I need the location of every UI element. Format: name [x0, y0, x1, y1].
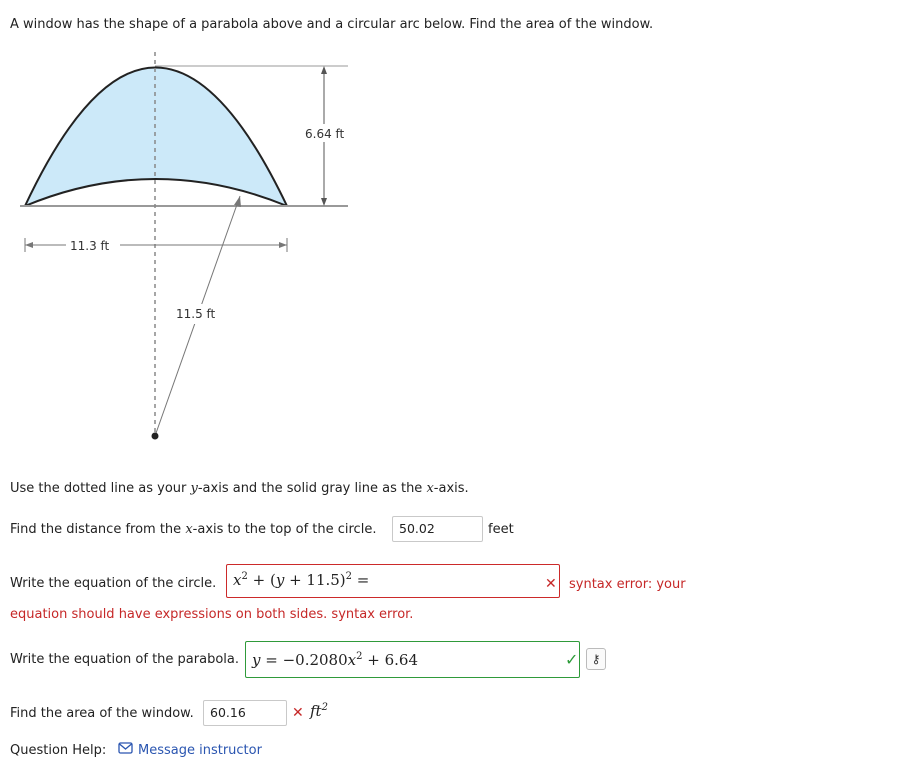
- circle-wrong-icon: ✕: [545, 576, 557, 592]
- window-figure: [0, 0, 400, 450]
- parabola-equation-input[interactable]: $y = -0.2080x^2 + 6.64$: [245, 641, 580, 678]
- area-answer-input[interactable]: 60.16: [203, 700, 287, 726]
- question-text: A window has the shape of a parabola above and a circular arc below. Find the area of the window.: [10, 17, 654, 32]
- parabola-prompt: Write the equation of the parabola.: [10, 652, 239, 667]
- circle-error-continued: equation should have expressions on both sides. syntax error.: [10, 607, 414, 622]
- circle-equation-input[interactable]: $x^2 + (y + 11.5)^2$ =: [226, 564, 560, 598]
- area-unit: $ft^2$: [310, 702, 328, 720]
- parabola-correct-icon: ✓: [565, 650, 579, 669]
- width-label: 11.3 ft: [70, 239, 110, 253]
- circle-prompt: Write the equation of the circle.: [10, 576, 217, 591]
- area-prompt: Find the area of the window.: [10, 706, 194, 721]
- envelope-icon: [118, 741, 134, 759]
- question-help-label: Question Help:: [10, 743, 107, 758]
- distance-unit: feet: [488, 522, 514, 537]
- radius-label: 11.5 ft: [176, 307, 216, 321]
- circle-error-inline: syntax error: your: [569, 577, 686, 592]
- height-label: 6.64 ft: [305, 127, 345, 141]
- area-wrong-icon: ✕: [292, 705, 304, 721]
- circle-center-dot: [152, 433, 159, 440]
- distance-prompt: Find the distance from the x-axis to the top of the circle.: [10, 522, 377, 537]
- key-icon[interactable]: ⚷: [586, 648, 606, 670]
- axis-instruction: Use the dotted line as your y-axis and the solid gray line as the x-axis.: [10, 481, 469, 496]
- message-instructor-link[interactable]: Message instructor: [138, 743, 262, 758]
- distance-answer-input[interactable]: 50.02: [392, 516, 483, 542]
